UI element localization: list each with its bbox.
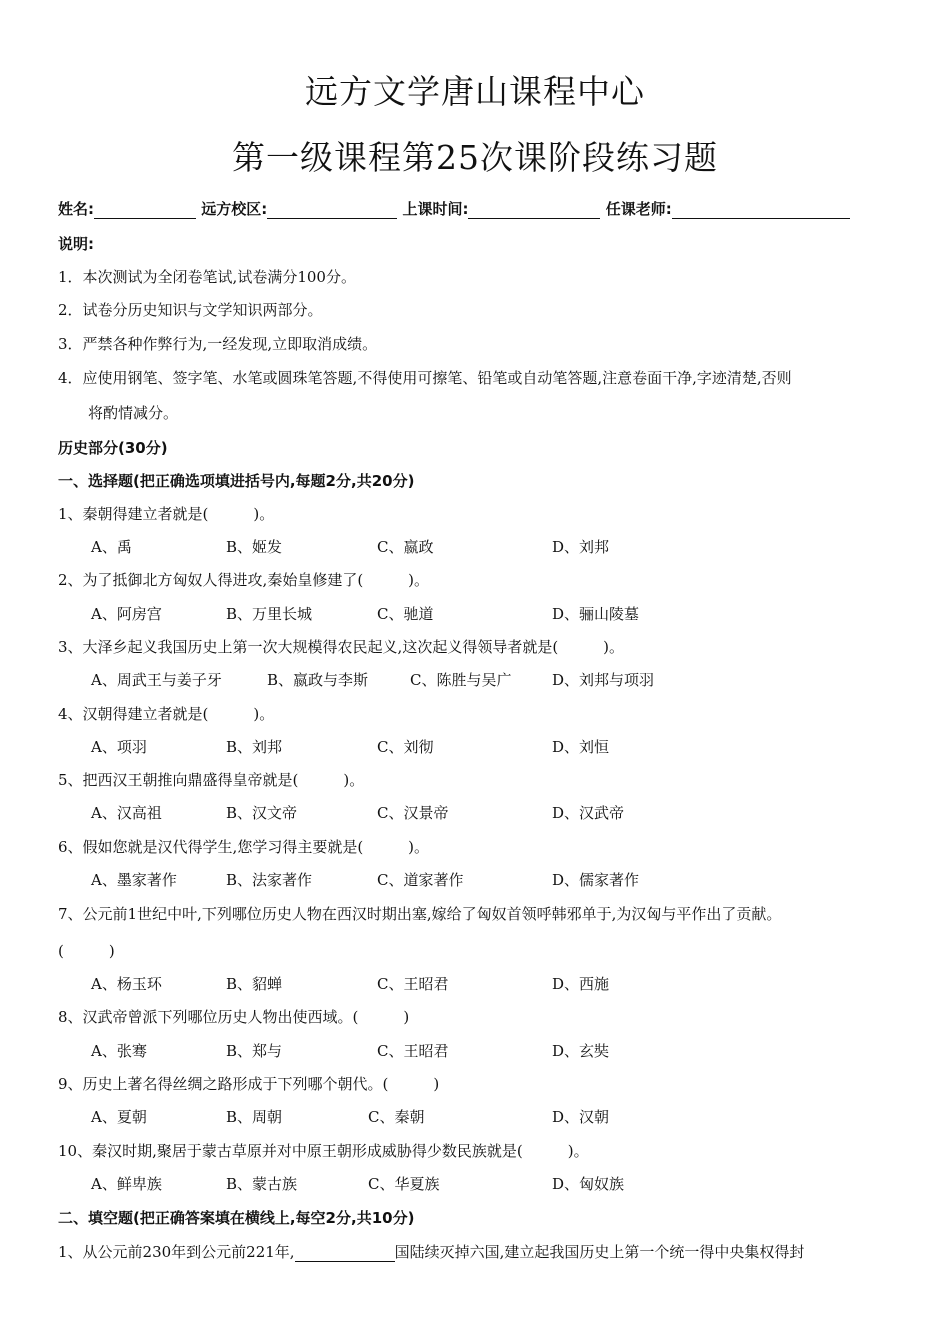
option[interactable]: B、蒙古族 — [226, 1175, 298, 1193]
options-4 — [91, 736, 791, 758]
options-10 — [91, 1173, 791, 1195]
name-label: 姓名: — [58, 200, 94, 218]
option[interactable]: D、刘恒 — [552, 738, 610, 756]
option[interactable]: A、张骞 — [91, 1042, 147, 1060]
option[interactable]: A、夏朝 — [91, 1108, 147, 1126]
history-heading: 历史部分(30分) — [58, 439, 168, 457]
center-title: 远方文学唐山课程中心 — [305, 72, 645, 111]
option[interactable]: B、郑与 — [226, 1042, 283, 1060]
option[interactable]: C、嬴政 — [377, 538, 434, 556]
option[interactable]: D、玄奘 — [552, 1042, 610, 1060]
exam-title: 第一级课程第25次课阶段练习题 — [232, 138, 718, 177]
note-item: 2．试卷分历史知识与文学知识两部分。 — [58, 301, 323, 319]
option[interactable]: C、王昭君 — [377, 1042, 449, 1060]
option[interactable]: D、骊山陵墓 — [552, 605, 640, 623]
options-8 — [91, 1040, 791, 1062]
option[interactable]: C、道家著作 — [377, 871, 464, 889]
option[interactable]: D、汉武帝 — [552, 804, 625, 822]
option[interactable]: B、法家著作 — [226, 871, 313, 889]
question-5: 5、把西汉王朝推向鼎盛得皇帝就是( )。 — [58, 771, 365, 789]
campus-field[interactable] — [267, 203, 397, 219]
option[interactable]: D、儒家著作 — [552, 871, 640, 889]
option[interactable]: B、貂蝉 — [226, 975, 283, 993]
name-field[interactable] — [94, 203, 196, 219]
options-7 — [91, 973, 791, 995]
teacher-label: 任课老师: — [605, 200, 672, 218]
fill-question-1-end: 国陆续灭掉六国,建立起我国历史上第一个统一得中央集权得封 — [394, 1243, 805, 1261]
option[interactable]: C、驰道 — [377, 605, 434, 623]
question-7: 7、公元前1世纪中叶,下列哪位历史人物在西汉时期出塞,嫁给了匈奴首领呼韩邪单于,为汉匈与平作出了贡献。 — [58, 905, 782, 923]
fill-question-1 — [58, 1241, 804, 1262]
question-3: 3、大泽乡起义我国历史上第一次大规模得农民起义,这次起义得领导者就是( )。 — [58, 638, 625, 656]
option[interactable]: C、汉景帝 — [377, 804, 449, 822]
option[interactable]: A、墨家著作 — [91, 871, 177, 889]
option[interactable]: B、刘邦 — [226, 738, 283, 756]
option[interactable]: C、秦朝 — [368, 1108, 425, 1126]
fill-blank[interactable] — [295, 1247, 395, 1262]
note-item: 4．应使用钢笔、签字笔、水笔或圆珠笔答题,不得使用可擦笔、铅笔或自动笔答题,注意卷面干净,字迹清楚,否则 — [58, 369, 792, 387]
options-1 — [91, 536, 791, 558]
teacher-field[interactable] — [672, 203, 850, 219]
options-5 — [91, 802, 791, 824]
option[interactable]: D、西施 — [552, 975, 610, 993]
option[interactable]: B、姬发 — [226, 538, 283, 556]
option[interactable]: A、汉高祖 — [91, 804, 162, 822]
question-10: 10、秦汉时期,聚居于蒙古草原并对中原王朝形成威胁得少数民族就是( )。 — [58, 1142, 589, 1160]
student-info-row — [58, 198, 850, 219]
option[interactable]: A、周武王与姜子牙 — [91, 671, 222, 689]
question-7-bracket: ( ) — [58, 942, 115, 960]
option[interactable]: A、阿房宫 — [91, 605, 162, 623]
option[interactable]: A、杨玉环 — [91, 975, 162, 993]
option[interactable]: A、项羽 — [91, 738, 147, 756]
option[interactable]: B、嬴政与李斯 — [267, 671, 369, 689]
option[interactable]: B、万里长城 — [226, 605, 313, 623]
option[interactable]: D、刘邦 — [552, 538, 610, 556]
fill-question-1-start: 1、从公元前230年到公元前221年, — [58, 1243, 295, 1261]
class-time-label: 上课时间: — [402, 200, 469, 218]
class-time-field[interactable] — [468, 203, 600, 219]
option[interactable]: C、华夏族 — [368, 1175, 440, 1193]
options-2 — [91, 603, 791, 625]
note-item: 1．本次测试为全闭卷笔试,试卷满分100分。 — [58, 268, 356, 286]
section-choice-heading: 一、选择题(把正确选项填进括号内,每题2分,共20分) — [58, 472, 415, 490]
campus-label: 远方校区: — [201, 200, 268, 218]
section-fill-heading: 二、填空题(把正确答案填在横线上,每空2分,共10分) — [58, 1209, 415, 1227]
option[interactable]: C、刘彻 — [377, 738, 434, 756]
question-9: 9、历史上著名得丝绸之路形成于下列哪个朝代。( ) — [58, 1075, 440, 1093]
option[interactable]: B、周朝 — [226, 1108, 283, 1126]
option[interactable]: D、刘邦与项羽 — [552, 671, 655, 689]
note-item-continuation: 将酌情减分。 — [88, 404, 179, 422]
option[interactable]: C、陈胜与吴广 — [410, 671, 512, 689]
question-2: 2、为了抵御北方匈奴人得进攻,秦始皇修建了( )。 — [58, 571, 430, 589]
question-8: 8、汉武帝曾派下列哪位历史人物出使西域。( ) — [58, 1008, 410, 1026]
note-item: 3．严禁各种作弊行为,一经发现,立即取消成绩。 — [58, 335, 378, 353]
option[interactable]: A、禹 — [91, 538, 132, 556]
options-3 — [91, 669, 791, 691]
option[interactable]: A、鲜卑族 — [91, 1175, 162, 1193]
option[interactable]: D、汉朝 — [552, 1108, 610, 1126]
question-1: 1、秦朝得建立者就是( )。 — [58, 505, 275, 523]
question-4: 4、汉朝得建立者就是( )。 — [58, 705, 275, 723]
notes-heading: 说明: — [58, 235, 94, 253]
option[interactable]: D、匈奴族 — [552, 1175, 625, 1193]
option[interactable]: C、王昭君 — [377, 975, 449, 993]
options-9 — [91, 1106, 791, 1128]
question-6: 6、假如您就是汉代得学生,您学习得主要就是( )。 — [58, 838, 430, 856]
option[interactable]: B、汉文帝 — [226, 804, 298, 822]
options-6 — [91, 869, 791, 891]
